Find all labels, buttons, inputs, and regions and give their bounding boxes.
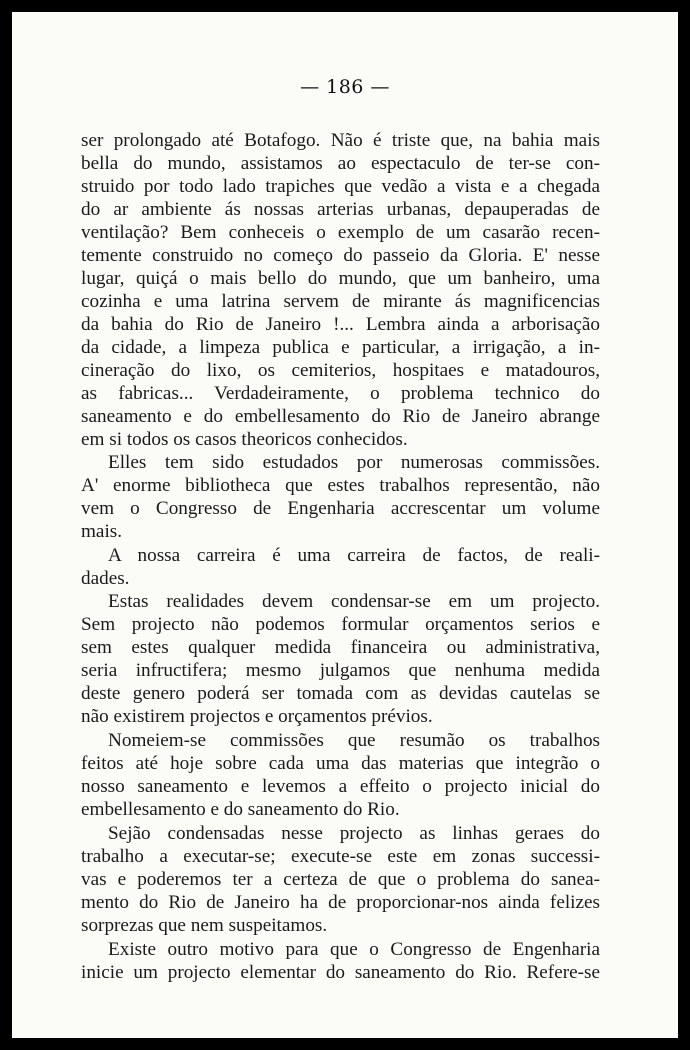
text-line: vas e poderemos ter a certeza de que o problema do sanea-: [81, 869, 600, 890]
text-line: trabalho a executar-se; execute-se este em zonas successi-: [81, 846, 600, 867]
paragraph-first-line: Nomeiem-se commissões que resumão os trabalhos: [108, 730, 600, 751]
paragraph-end-line: mais.: [81, 521, 123, 542]
paragraph-end-line: não existirem projectos e orçamentos prévios.: [81, 706, 433, 727]
text-line: temente construido no começo do passeio da Gloria. E' nesse: [81, 245, 600, 266]
text-line: da bahia do Rio de Janeiro !... Lembra ainda a arborisação: [81, 314, 600, 335]
text-line: mento do Rio de Janeiro ha de proporcionar-nos ainda felizes: [81, 892, 600, 913]
paragraph-first-line: Elles tem sido estudados por numerosas commissões.: [108, 452, 600, 473]
text-line: Sem projecto não podemos formular orçamentos serios e: [81, 614, 600, 635]
text-line: vem o Congresso de Engenharia accrescentar um volume: [81, 498, 600, 519]
text-line: cineração do lixo, os cemiterios, hospitaes e matadouros,: [81, 360, 600, 381]
paragraph-first-line: A nossa carreira é uma carreira de factos, de reali-: [108, 545, 600, 566]
paragraph-end-line: embellesamento e do saneamento do Rio.: [81, 799, 400, 820]
paragraph-end-line: em si todos os casos theoricos conhecidos.: [81, 429, 408, 450]
text-line: struido por todo lado trapiches que vedão a vista e a chegada: [81, 176, 600, 197]
text-line: inicie um projecto elementar do saneamento do Rio. Refere-se: [81, 962, 600, 983]
text-line: ser prolongado até Botafogo. Não é triste que, na bahia mais: [81, 130, 600, 151]
text-line: seria infructifera; mesmo julgamos que nenhuma medida: [81, 660, 600, 681]
text-line: sem estes qualquer medida financeira ou administrativa,: [81, 637, 600, 658]
text-line: nosso saneamento e levemos a effeito o projecto inicial do: [81, 776, 600, 797]
paragraph-first-line: Estas realidades devem condensar-se em um projecto.: [108, 591, 600, 612]
text-line: lugar, quiçá o mais bello do mundo, que um banheiro, uma: [81, 268, 600, 289]
text-line: A' enorme bibliotheca que estes trabalhos representão, não: [81, 475, 600, 496]
paragraph-first-line: Sejão condensadas nesse projecto as linhas geraes do: [108, 823, 600, 844]
paragraph-first-line: Existe outro motivo para que o Congresso de Engenharia: [108, 939, 600, 960]
text-line: ventilação? Bem conheceis o exemplo de um casarão recen-: [81, 222, 600, 243]
text-line: deste genero poderá ser tomada com as devidas cautelas se: [81, 683, 600, 704]
text-line: da cidade, a limpeza publica e particular, a irrigação, a in-: [81, 337, 600, 358]
paragraph-end-line: sorprezas que nem suspeitamos.: [81, 915, 328, 936]
text-line: cozinha e uma latrina servem de mirante ás magnificencias: [81, 291, 600, 312]
paragraph-end-line: dades.: [81, 568, 130, 589]
text-line: saneamento e do embellesamento do Rio de Janeiro abrange: [81, 406, 600, 427]
book-page: [12, 12, 678, 1038]
text-line: as fabricas... Verdadeiramente, o problema technico do: [81, 383, 600, 404]
page-number: — 186 —: [300, 76, 390, 98]
text-line: do ar ambiente ás nossas arterias urbanas, depauperadas de: [81, 199, 600, 220]
text-line: feitos até hoje sobre cada uma das materias que integrão o: [81, 753, 600, 774]
text-line: bella do mundo, assistamos ao espectaculo de ter-se con-: [81, 153, 600, 174]
